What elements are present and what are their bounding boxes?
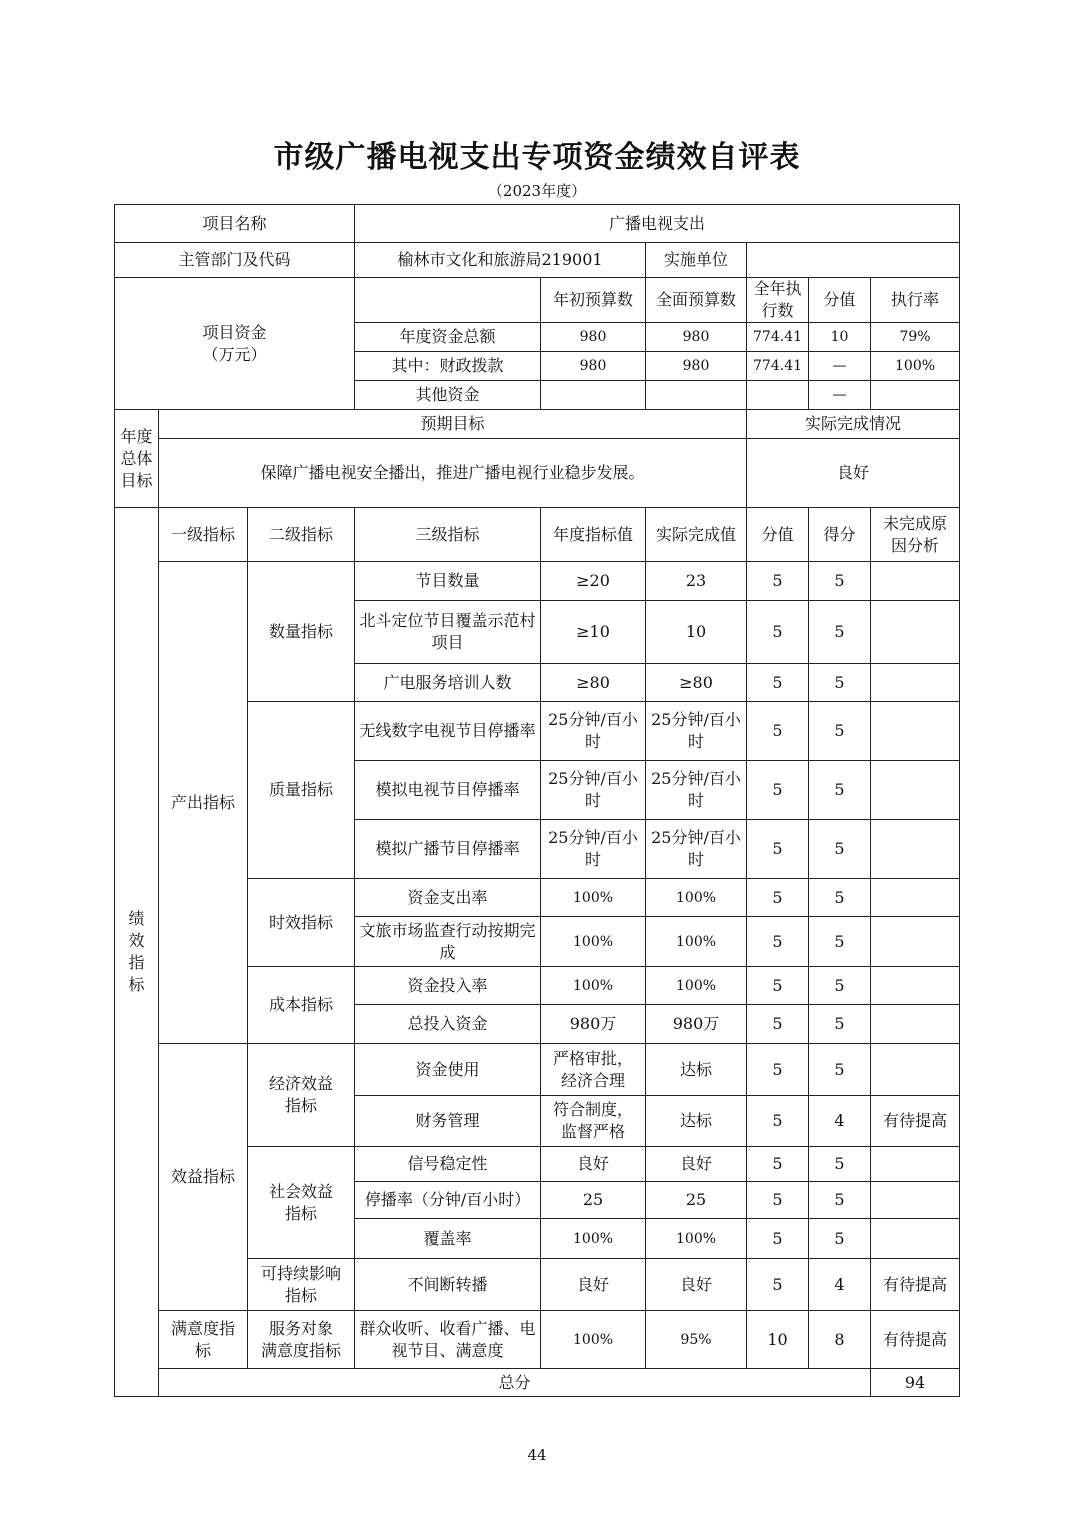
level3-indicator: 覆盖率 xyxy=(355,1219,541,1259)
weight-value: 5 xyxy=(747,1259,809,1311)
indicators-header: 分值 xyxy=(747,508,809,562)
actual-value: 100% xyxy=(646,917,747,967)
target-value: 25分钟/百小时 xyxy=(541,702,646,761)
page-title: 市级广播电视支出专项资金绩效自评表 xyxy=(273,140,801,175)
funds-header: 年初预算数 xyxy=(541,278,646,323)
target-value: 良好 xyxy=(541,1147,646,1182)
score-value: 5 xyxy=(809,1044,871,1096)
actual-value: ≥80 xyxy=(646,664,747,702)
reason-value: 有待提高 xyxy=(871,1311,960,1369)
actual-value: 23 xyxy=(646,562,747,601)
expected-goal-value: 保障广播电视安全播出，推进广播电视行业稳步发展。 xyxy=(159,439,747,508)
performance-table xyxy=(114,204,960,1397)
score-value: 4 xyxy=(809,1096,871,1147)
funds-cell xyxy=(646,381,747,410)
target-value: 良好 xyxy=(541,1259,646,1311)
weight-value: 5 xyxy=(747,601,809,664)
level3-indicator: 群众收听、收看广播、电视节目、满意度 xyxy=(355,1311,541,1369)
reason-value xyxy=(871,917,960,967)
target-value: 100% xyxy=(541,1219,646,1259)
target-value: 25分钟/百小时 xyxy=(541,761,646,820)
department-value: 榆林市文化和旅游局219001 xyxy=(355,243,646,278)
target-value: 100% xyxy=(541,879,646,917)
reason-value xyxy=(871,820,960,879)
reason-value xyxy=(871,1147,960,1182)
weight-value: 5 xyxy=(747,1096,809,1147)
level2-cost: 成本指标 xyxy=(248,967,355,1044)
year-subtitle: （2023年度） xyxy=(487,182,587,200)
level2-quality: 质量指标 xyxy=(248,702,355,879)
weight-value: 5 xyxy=(747,967,809,1005)
reason-value xyxy=(871,562,960,601)
actual-value: 95% xyxy=(646,1311,747,1369)
funds-header: 全年执行数 xyxy=(747,278,809,323)
funds-row-label: 年度资金总额 xyxy=(355,323,541,352)
target-value: 严格审批， 经济合理 xyxy=(541,1044,646,1096)
reason-value: 有待提高 xyxy=(871,1259,960,1311)
implementer-label: 实施单位 xyxy=(646,243,747,278)
reason-value xyxy=(871,967,960,1005)
indicators-header: 实际完成值 xyxy=(646,508,747,562)
level3-indicator: 北斗定位节目覆盖示范村项目 xyxy=(355,601,541,664)
reason-value xyxy=(871,702,960,761)
actual-value: 25分钟/百小时 xyxy=(646,702,747,761)
score-value: 5 xyxy=(809,562,871,601)
level2-quantity: 数量指标 xyxy=(248,562,355,702)
project-name-value: 广播电视支出 xyxy=(355,205,960,243)
actual-value: 25分钟/百小时 xyxy=(646,761,747,820)
indicators-label: 绩 效 指 标 xyxy=(115,508,159,1397)
level3-indicator: 信号稳定性 xyxy=(355,1147,541,1182)
reason-value xyxy=(871,1219,960,1259)
funds-cell xyxy=(871,381,960,410)
score-value: 8 xyxy=(809,1311,871,1369)
level3-indicator: 节目数量 xyxy=(355,562,541,601)
level3-indicator: 无线数字电视节目停播率 xyxy=(355,702,541,761)
score-value: 5 xyxy=(809,601,871,664)
actual-value: 达标 xyxy=(646,1044,747,1096)
score-value: 5 xyxy=(809,1005,871,1044)
reason-value: 有待提高 xyxy=(871,1096,960,1147)
reason-value xyxy=(871,1182,960,1219)
reason-value xyxy=(871,601,960,664)
actual-value: 100% xyxy=(646,879,747,917)
level1-benefit: 效益指标 xyxy=(159,1044,248,1311)
indicators-header: 二级指标 xyxy=(248,508,355,562)
weight-value: 5 xyxy=(747,1219,809,1259)
department-row xyxy=(115,243,960,278)
funds-header: 全面预算数 xyxy=(646,278,747,323)
score-value: 5 xyxy=(809,1219,871,1259)
actual-value: 10 xyxy=(646,601,747,664)
score-value: 5 xyxy=(809,1147,871,1182)
target-value: ≥80 xyxy=(541,664,646,702)
indicator-row xyxy=(115,1044,960,1096)
total-label: 总分 xyxy=(159,1369,871,1397)
indicators-header: 未完成原 因分析 xyxy=(871,508,960,562)
level1-output: 产出指标 xyxy=(159,562,248,1044)
weight-value: 5 xyxy=(747,1147,809,1182)
weight-value: 5 xyxy=(747,1044,809,1096)
reason-value xyxy=(871,1044,960,1096)
level3-indicator: 资金投入率 xyxy=(355,967,541,1005)
score-value: 5 xyxy=(809,664,871,702)
weight-value: 10 xyxy=(747,1311,809,1369)
score-value: 5 xyxy=(809,761,871,820)
level2-sustainable: 可持续影响 指标 xyxy=(248,1259,355,1311)
weight-value: 5 xyxy=(747,664,809,702)
page-number: 44 xyxy=(527,1446,547,1464)
department-label: 主管部门及代码 xyxy=(115,243,355,278)
target-value: 980万 xyxy=(541,1005,646,1044)
funds-label: 项目资金 （万元） xyxy=(115,278,355,410)
target-value: 符合制度， 监督严格 xyxy=(541,1096,646,1147)
indicators-header: 年度指标值 xyxy=(541,508,646,562)
actual-value: 良好 xyxy=(646,1147,747,1182)
target-value: ≥20 xyxy=(541,562,646,601)
funds-row-label: 其中：财政拨款 xyxy=(355,352,541,381)
score-value: 5 xyxy=(809,1182,871,1219)
funds-cell: — xyxy=(809,381,871,410)
funds-header-row xyxy=(115,278,960,323)
funds-cell: — xyxy=(809,352,871,381)
actual-completion-label: 实际完成情况 xyxy=(747,410,960,439)
funds-cell: 79% xyxy=(871,323,960,352)
level3-indicator: 停播率（分钟/百小时） xyxy=(355,1182,541,1219)
level3-indicator: 文旅市场监查行动按期完成 xyxy=(355,917,541,967)
funds-row-label: 其他资金 xyxy=(355,381,541,410)
total-row xyxy=(115,1369,960,1397)
funds-cell: 980 xyxy=(646,352,747,381)
indicators-header: 一级指标 xyxy=(159,508,248,562)
score-value: 4 xyxy=(809,1259,871,1311)
score-value: 5 xyxy=(809,702,871,761)
total-score: 94 xyxy=(871,1369,960,1397)
target-value: 25分钟/百小时 xyxy=(541,820,646,879)
weight-value: 5 xyxy=(747,917,809,967)
indicator-row xyxy=(115,1311,960,1369)
actual-value: 25 xyxy=(646,1182,747,1219)
project-name-row xyxy=(115,205,960,243)
level3-indicator: 模拟电视节目停播率 xyxy=(355,761,541,820)
reason-value xyxy=(871,761,960,820)
funds-cell: 10 xyxy=(809,323,871,352)
actual-value: 980万 xyxy=(646,1005,747,1044)
implementer-value xyxy=(747,243,960,278)
level3-indicator: 模拟广播节目停播率 xyxy=(355,820,541,879)
level2-timeliness: 时效指标 xyxy=(248,879,355,967)
actual-value: 100% xyxy=(646,967,747,1005)
funds-cell: 774.41 xyxy=(747,352,809,381)
project-name-label: 项目名称 xyxy=(115,205,355,243)
level3-indicator: 资金支出率 xyxy=(355,879,541,917)
funds-header-blank xyxy=(355,278,541,323)
level2-economic: 经济效益 指标 xyxy=(248,1044,355,1147)
actual-completion-value: 良好 xyxy=(747,439,960,508)
score-value: 5 xyxy=(809,967,871,1005)
weight-value: 5 xyxy=(747,1005,809,1044)
level2-service: 服务对象 满意度指标 xyxy=(248,1311,355,1369)
level3-indicator: 总投入资金 xyxy=(355,1005,541,1044)
goals-label: 年度 总体 目标 xyxy=(115,410,159,508)
level3-indicator: 财务管理 xyxy=(355,1096,541,1147)
reason-value xyxy=(871,879,960,917)
level2-social: 社会效益 指标 xyxy=(248,1147,355,1259)
level3-indicator: 不间断转播 xyxy=(355,1259,541,1311)
score-value: 5 xyxy=(809,820,871,879)
reason-value xyxy=(871,1005,960,1044)
weight-value: 5 xyxy=(747,879,809,917)
goals-row xyxy=(115,439,960,508)
weight-value: 5 xyxy=(747,761,809,820)
weight-value: 5 xyxy=(747,562,809,601)
funds-cell: 774.41 xyxy=(747,323,809,352)
level3-indicator: 资金使用 xyxy=(355,1044,541,1096)
target-value: 100% xyxy=(541,917,646,967)
funds-cell xyxy=(541,381,646,410)
actual-value: 25分钟/百小时 xyxy=(646,820,747,879)
actual-value: 100% xyxy=(646,1219,747,1259)
actual-value: 达标 xyxy=(646,1096,747,1147)
score-value: 5 xyxy=(809,917,871,967)
funds-cell: 980 xyxy=(541,323,646,352)
weight-value: 5 xyxy=(747,1182,809,1219)
indicators-header-row xyxy=(115,508,960,562)
actual-value: 良好 xyxy=(646,1259,747,1311)
weight-value: 5 xyxy=(747,820,809,879)
level3-indicator: 广电服务培训人数 xyxy=(355,664,541,702)
target-value: 100% xyxy=(541,1311,646,1369)
expected-goal-label: 预期目标 xyxy=(159,410,747,439)
indicators-header: 得分 xyxy=(809,508,871,562)
target-value: ≥10 xyxy=(541,601,646,664)
funds-header: 分值 xyxy=(809,278,871,323)
funds-cell: 980 xyxy=(541,352,646,381)
reason-value xyxy=(871,664,960,702)
funds-cell xyxy=(747,381,809,410)
weight-value: 5 xyxy=(747,702,809,761)
target-value: 25 xyxy=(541,1182,646,1219)
indicator-row xyxy=(115,562,960,601)
level1-satisfaction: 满意度指 标 xyxy=(159,1311,248,1369)
target-value: 100% xyxy=(541,967,646,1005)
indicators-header: 三级指标 xyxy=(355,508,541,562)
funds-cell: 100% xyxy=(871,352,960,381)
score-value: 5 xyxy=(809,879,871,917)
funds-cell: 980 xyxy=(646,323,747,352)
goals-header-row xyxy=(115,410,960,439)
funds-header: 执行率 xyxy=(871,278,960,323)
